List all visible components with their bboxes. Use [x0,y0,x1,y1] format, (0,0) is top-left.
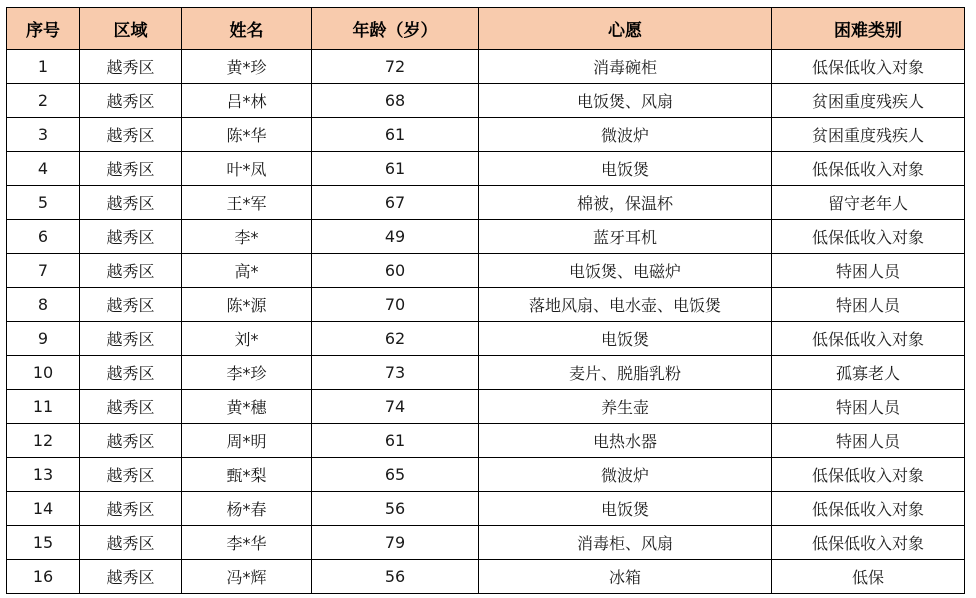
cell-index: 9 [7,322,80,356]
cell-age: 56 [312,560,479,594]
table-row [7,152,965,186]
cell-age: 79 [312,526,479,560]
cell-age: 56 [312,492,479,526]
cell-index: 3 [7,118,80,152]
cell-hardship-category: 贫困重度残疾人 [772,118,965,152]
cell-wish: 电饭煲 [479,492,772,526]
cell-wish: 微波炉 [479,458,772,492]
cell-district: 越秀区 [80,526,182,560]
cell-wish: 电热水器 [479,424,772,458]
header-hardship-category: 困难类别 [772,8,965,50]
table-row [7,424,965,458]
table-row [7,186,965,220]
cell-name: 黄*珍 [182,50,312,84]
cell-age: 72 [312,50,479,84]
table-row [7,390,965,424]
table-body [7,50,965,594]
cell-name: 李*华 [182,526,312,560]
cell-name: 王*军 [182,186,312,220]
cell-hardship-category: 低保低收入对象 [772,322,965,356]
cell-wish: 落地风扇、电水壶、电饭煲 [479,288,772,322]
cell-district: 越秀区 [80,424,182,458]
cell-district: 越秀区 [80,152,182,186]
cell-index: 4 [7,152,80,186]
cell-index: 15 [7,526,80,560]
cell-name: 冯*辉 [182,560,312,594]
cell-hardship-category: 低保低收入对象 [772,458,965,492]
cell-wish: 养生壶 [479,390,772,424]
cell-age: 74 [312,390,479,424]
table-row [7,220,965,254]
cell-district: 越秀区 [80,220,182,254]
cell-age: 73 [312,356,479,390]
cell-name: 刘* [182,322,312,356]
cell-age: 68 [312,84,479,118]
cell-age: 49 [312,220,479,254]
cell-wish: 电饭煲 [479,152,772,186]
table-row [7,84,965,118]
cell-hardship-category: 低保 [772,560,965,594]
cell-district: 越秀区 [80,322,182,356]
cell-index: 7 [7,254,80,288]
cell-district: 越秀区 [80,118,182,152]
cell-wish: 冰箱 [479,560,772,594]
cell-name: 杨*春 [182,492,312,526]
cell-hardship-category: 孤寡老人 [772,356,965,390]
cell-district: 越秀区 [80,186,182,220]
cell-wish: 微波炉 [479,118,772,152]
wish-list-table [6,7,965,594]
cell-district: 越秀区 [80,84,182,118]
cell-hardship-category: 低保低收入对象 [772,152,965,186]
cell-index: 1 [7,50,80,84]
header-index: 序号 [7,8,80,50]
cell-district: 越秀区 [80,390,182,424]
cell-name: 甄*梨 [182,458,312,492]
cell-name: 黄*穗 [182,390,312,424]
cell-name: 李* [182,220,312,254]
cell-wish: 蓝牙耳机 [479,220,772,254]
cell-index: 5 [7,186,80,220]
wish-list-table-container [6,7,965,594]
cell-age: 62 [312,322,479,356]
cell-district: 越秀区 [80,458,182,492]
cell-name: 陈*源 [182,288,312,322]
cell-hardship-category: 特困人员 [772,390,965,424]
table-header-row [7,8,965,50]
cell-district: 越秀区 [80,288,182,322]
cell-index: 6 [7,220,80,254]
cell-age: 60 [312,254,479,288]
cell-age: 61 [312,424,479,458]
cell-index: 14 [7,492,80,526]
cell-wish: 消毒碗柜 [479,50,772,84]
cell-age: 65 [312,458,479,492]
table-row [7,50,965,84]
table-row [7,118,965,152]
cell-age: 70 [312,288,479,322]
cell-hardship-category: 低保低收入对象 [772,50,965,84]
cell-name: 吕*林 [182,84,312,118]
cell-district: 越秀区 [80,356,182,390]
cell-district: 越秀区 [80,560,182,594]
cell-hardship-category: 特困人员 [772,288,965,322]
cell-hardship-category: 低保低收入对象 [772,220,965,254]
header-name: 姓名 [182,8,312,50]
cell-index: 13 [7,458,80,492]
cell-hardship-category: 特困人员 [772,424,965,458]
header-district: 区域 [80,8,182,50]
cell-name: 李*珍 [182,356,312,390]
cell-age: 67 [312,186,479,220]
cell-name: 叶*凤 [182,152,312,186]
cell-wish: 电饭煲、风扇 [479,84,772,118]
cell-index: 11 [7,390,80,424]
table-row [7,254,965,288]
cell-wish: 电饭煲 [479,322,772,356]
table-row [7,356,965,390]
cell-wish: 电饭煲、电磁炉 [479,254,772,288]
table-row [7,288,965,322]
table-row [7,322,965,356]
cell-wish: 消毒柜、风扇 [479,526,772,560]
cell-hardship-category: 低保低收入对象 [772,492,965,526]
cell-age: 61 [312,118,479,152]
cell-index: 10 [7,356,80,390]
cell-age: 61 [312,152,479,186]
cell-name: 周*明 [182,424,312,458]
table-row [7,560,965,594]
cell-index: 2 [7,84,80,118]
cell-wish: 麦片、脱脂乳粉 [479,356,772,390]
cell-hardship-category: 留守老年人 [772,186,965,220]
cell-hardship-category: 特困人员 [772,254,965,288]
cell-name: 高* [182,254,312,288]
header-wish: 心愿 [479,8,772,50]
cell-district: 越秀区 [80,492,182,526]
table-row [7,492,965,526]
cell-index: 12 [7,424,80,458]
cell-district: 越秀区 [80,254,182,288]
table-row [7,526,965,560]
cell-hardship-category: 贫困重度残疾人 [772,84,965,118]
cell-hardship-category: 低保低收入对象 [772,526,965,560]
cell-index: 16 [7,560,80,594]
header-age: 年龄（岁） [312,8,479,50]
cell-wish: 棉被，保温杯 [479,186,772,220]
cell-index: 8 [7,288,80,322]
cell-name: 陈*华 [182,118,312,152]
table-row [7,458,965,492]
cell-district: 越秀区 [80,50,182,84]
